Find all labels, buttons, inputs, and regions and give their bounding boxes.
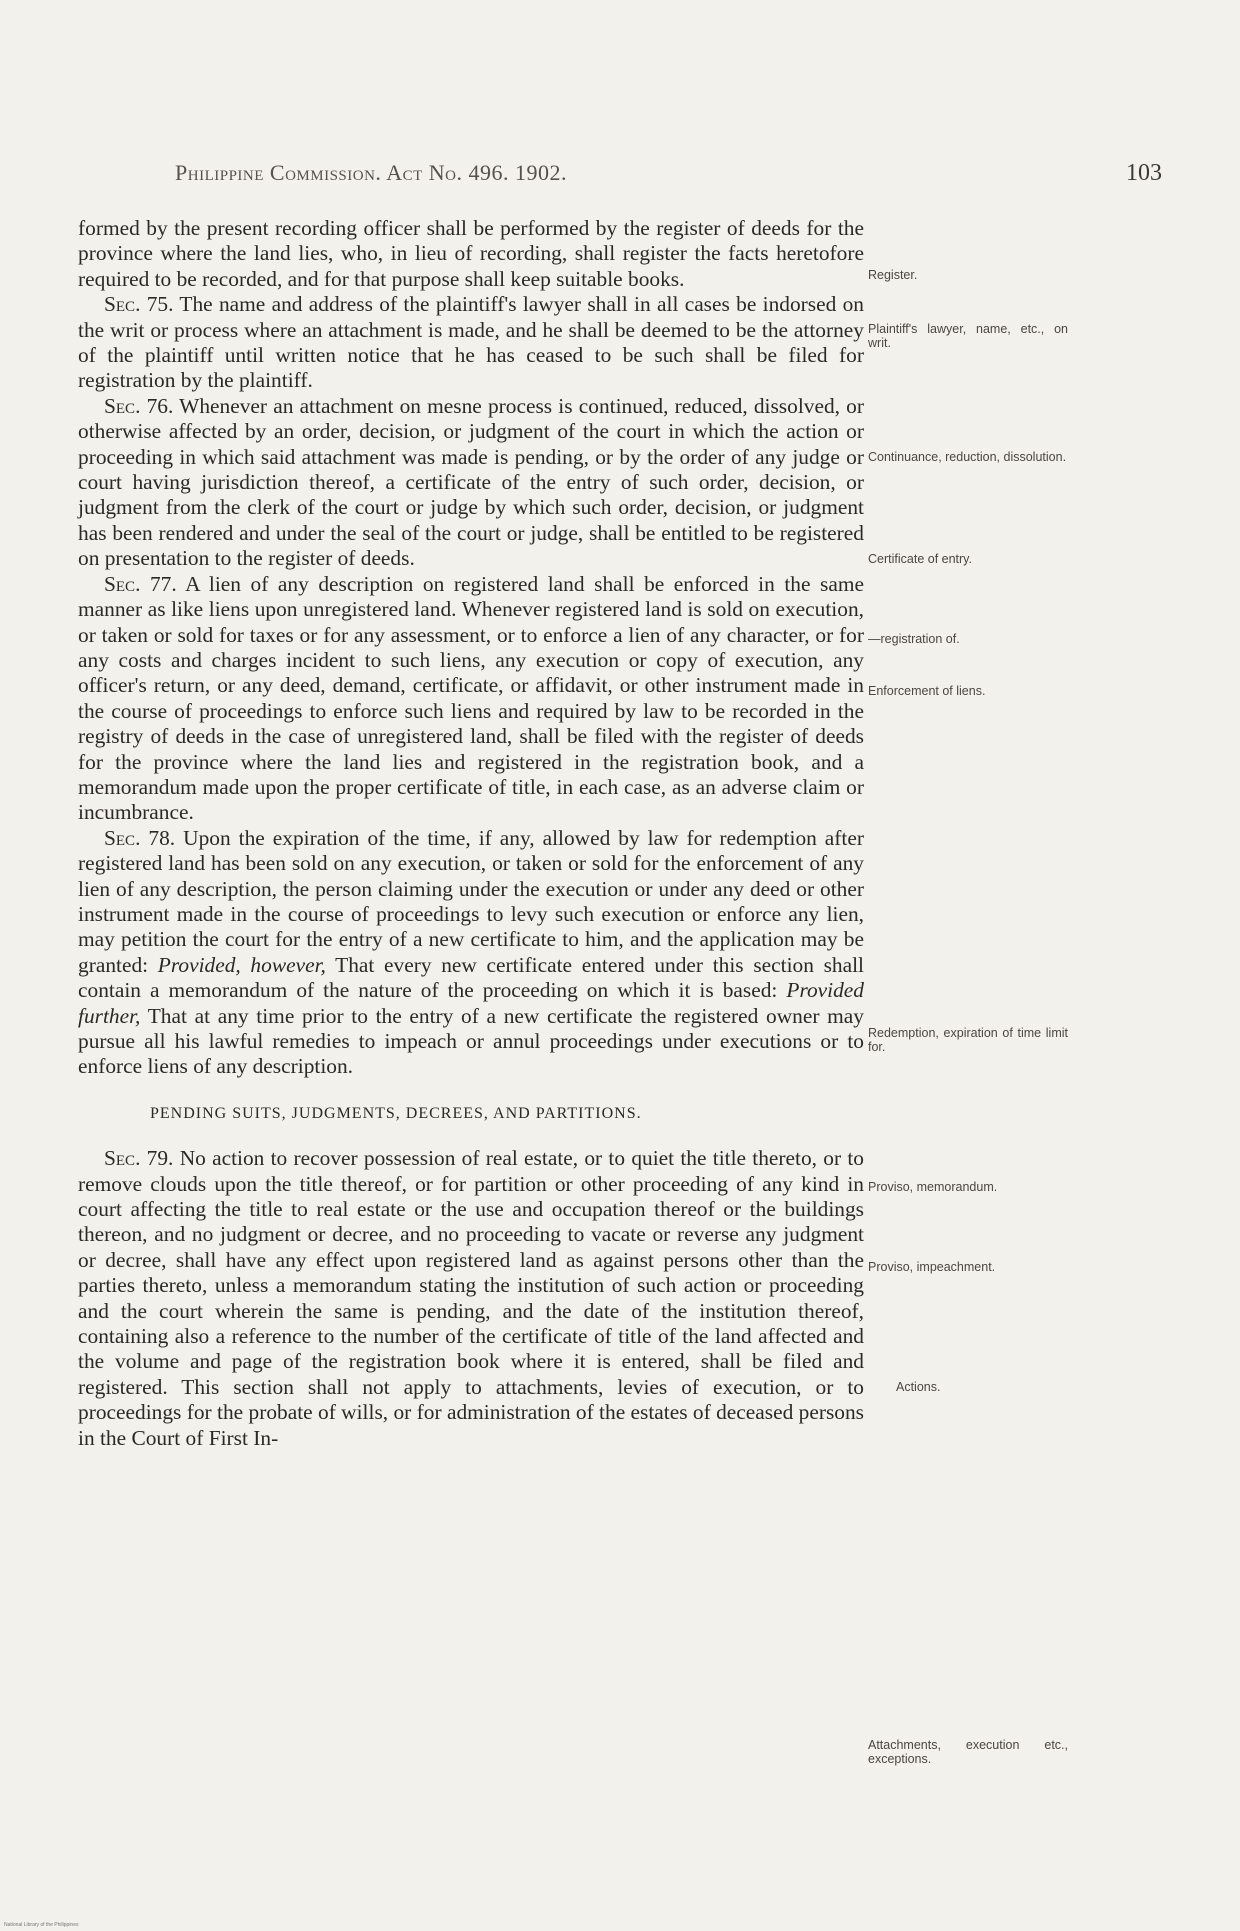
section-text: That every new certificate entered under this section shall contain a memorandum of the nature of the proceeding on which it is based: — [78, 952, 864, 1003]
section-label: Sec. 76. — [104, 393, 174, 418]
proviso-italic: Provided further, — [78, 978, 864, 1028]
running-title: Philippine Commission. Act No. 496. 1902. — [175, 160, 567, 185]
section-text: The name and address of the plaintiff's lawyer shall in all cases be indorsed on the writ or process where an attachment is made, and he shall be deemed to be the attorney of the plaintiff until written notice that he has ceased to be such shall be filed for registration by the plaintiff. — [78, 292, 865, 393]
section-text: A lien of any description on registered land shall be enforced in the same manner as like liens upon unregistered land. Whenever registered land is sold on execution, or taken or sold for taxes or for any assessment, or to enforce a lien of any character, or for any costs and charges incident to such liens, any execution or copy of execution, any officer's return, or any deed, demand, certificate, or affidavit, or other instrument made in the course of proceedings to enforce such liens and required by law to be recorded in the registry of deeds in the case of unregistered land, shall be filed with the register of deeds for the province where the land lies and registered in the registration book, and a memorandum made upon the proper certificate of title, in each case, as an adverse claim or incumbrance. — [78, 571, 864, 825]
paragraph-continuation: formed by the present recording officer shall be performed by the register of deeds for the province where the land lies, who, in lieu of recording, shall register the facts heretofore required to be recorded, and for that purpose shall keep suitable books. — [78, 216, 864, 291]
library-stamp: National Library of the Philippines — [4, 1922, 79, 1928]
section-text: No action to recover possession of real estate, or to quiet the title thereto, or to remove clouds upon the title thereof, or for partition or other proceeding of any kind in court affecting the title to real estate or the use and occupation thereof or the buildings thereon, and no judgment or decree, and no proceeding to vacate or reverse any judgment or decree, shall have any effect upon registered land as against persons other than the parties thereto, unless a memorandum stating the institution of such action or proceeding and the court wherein the same is pending, and the date of the institution thereof, containing also a reference to the number of the certificate of title of the land affected and the volume and page of the registration book where it is entered, shall be filed and registered. This section shall not apply to attachments, levies of execution, or to proceedings for the probate of wills, or for administration of the estates of deceased persons in the Court of First In- — [78, 1146, 864, 1450]
section-label: Sec. 79. — [104, 1146, 174, 1171]
running-head — [0, 160, 1240, 190]
section-79 — [78, 1146, 864, 1451]
margin-note-proviso-impeachment: Proviso, impeachment. — [868, 1260, 996, 1274]
margin-note-plaintiffs-lawyer: Plaintiff's lawyer, name, etc., on writ. — [868, 322, 1068, 350]
margin-note-attachments: Attachments, execution etc., exceptions. — [868, 1738, 1068, 1766]
margin-note-registration: —registration of. — [868, 632, 960, 646]
page-number: 103 — [1126, 160, 1162, 186]
section-text: Upon the expiration of the time, if any, allowed by law for redemption after registered land has been sold on any execution, or taken or sold for the enforcement of any lien of any description, the person claiming under the execution or under any deed or other instrument made in the course of proceedings to levy such execution or enforce any lien, may petition the court for the entry of a new certificate to him, and the application may be granted: — [78, 825, 864, 977]
section-label: Sec. 78. — [104, 825, 176, 850]
body-text — [78, 216, 864, 1451]
section-text: Whenever an attachment on mesne process is continued, reduced, dissolved, or otherwise affected by an order, decision, or judgment of the court in which the action or proceeding in which said attachment was made is pending, or by the order of any judge or court having jurisdiction thereof, a certificate of the entry of such order, decision, or judgment from the clerk of the court or judge by which such order, decision, or judgment has been rendered and under the seal of the court or judge, shall be entitled to be registered on presentation to the register of deeds. — [78, 393, 864, 571]
section-78 — [78, 826, 864, 1080]
margin-note-redemption: Redemption, expiration of time limit for. — [868, 1026, 1068, 1054]
section-label: Sec. 75. — [104, 292, 174, 317]
section-heading: PENDING SUITS, JUDGMENTS, DECREES, AND PARTITIONS. — [150, 1104, 642, 1122]
section-76 — [78, 394, 864, 572]
margin-note-certificate: Certificate of entry. — [868, 552, 972, 566]
section-label: Sec. 77. — [104, 571, 177, 596]
margin-note-actions: Actions. — [896, 1380, 941, 1394]
margin-note-register: Register. — [868, 268, 918, 282]
section-75 — [78, 292, 864, 394]
section-77 — [78, 572, 864, 826]
margin-note-continuance: Continuance, reduction, dissolution. — [868, 450, 1067, 464]
section-text: That at any time prior to the entry of a new certificate the registered owner may pursue all his lawful remedies to impeach or annul proceedings under executions or to enforce liens of any description. — [78, 1003, 864, 1079]
margin-note-proviso-memorandum: Proviso, memorandum. — [868, 1180, 998, 1194]
margin-note-enforcement: Enforcement of liens. — [868, 684, 986, 698]
proviso-italic: Provided, however, — [157, 952, 326, 977]
